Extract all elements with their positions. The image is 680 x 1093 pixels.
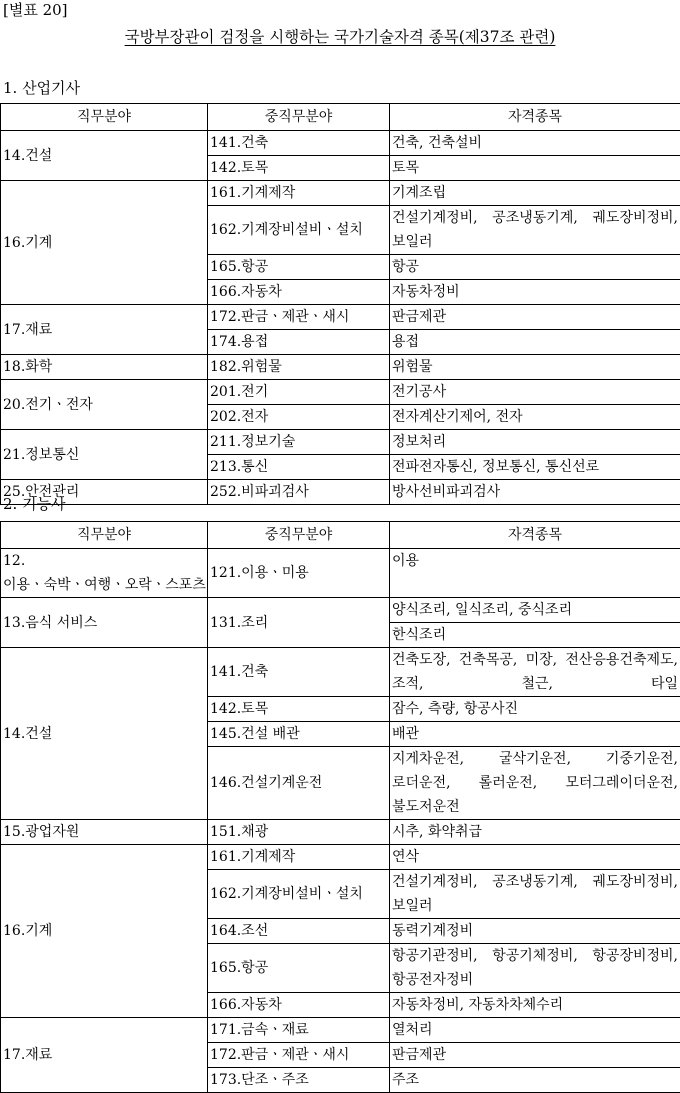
qualification-cell: 시추, 화약취급 (390, 820, 680, 845)
document-title (0, 27, 680, 47)
table-row (1, 355, 680, 380)
qualification-cell: 배관 (390, 722, 680, 747)
qualification-cell: 건설기계정비, 공조냉동기계, 궤도장비정비, 보일러 (390, 870, 680, 919)
sub-job-field-cell: 172.판금ㆍ제관ㆍ새시 (208, 305, 390, 330)
sub-job-field-cell: 213.통신 (208, 455, 390, 480)
sub-job-field-cell: 146.건설기계운전 (208, 747, 390, 820)
sub-job-field-cell: 166.자동차 (208, 280, 390, 305)
qualification-cell: 토목 (390, 156, 680, 181)
table-row (1, 549, 680, 598)
qualification-cell: 위험물 (390, 355, 680, 380)
sub-job-field-cell: 162.기계장비설비ㆍ설치 (208, 206, 390, 255)
sub-job-field-cell: 161.기계제작 (208, 181, 390, 206)
sub-job-field-cell: 162.기계장비설비ㆍ설치 (208, 870, 390, 919)
sub-job-field-cell: 174.용접 (208, 330, 390, 355)
table-row (1, 598, 680, 623)
job-field-cell: 25.안전관리 (1, 480, 208, 505)
header-qualification: 자격종목 (390, 104, 680, 131)
job-field-cell: 21.정보통신 (1, 430, 208, 480)
table-row (1, 820, 680, 845)
sub-job-field-cell: 182.위험물 (208, 355, 390, 380)
table-header-row (1, 522, 680, 549)
table-row (1, 648, 680, 697)
sub-job-field-cell: 141.건축 (208, 131, 390, 156)
table-row (1, 430, 680, 455)
qualification-cell: 양식조리, 일식조리, 중식조리 (390, 598, 680, 623)
section-heading-industrial-engineer: 1. 산업기사 (3, 79, 80, 97)
qualification-cell: 방사선비파괴검사 (390, 480, 680, 505)
header-qualification: 자격종목 (390, 522, 680, 549)
job-field-cell: 17.재료 (1, 305, 208, 355)
craftsman-table (0, 521, 680, 1093)
sub-job-field-cell: 202.전자 (208, 405, 390, 430)
sub-job-field-cell: 121.이용ㆍ미용 (208, 549, 390, 598)
qualification-cell: 자동차정비, 자동차차체수리 (390, 993, 680, 1018)
job-field-cell: 13.음식 서비스 (1, 598, 208, 648)
qualification-cell: 기계조립 (390, 181, 680, 206)
qualification-cell: 자동차정비 (390, 280, 680, 305)
qualification-cell: 건설기계정비, 공조냉동기계, 궤도장비정비, 보일러 (390, 206, 680, 255)
header-sub-job-field: 중직무분야 (208, 104, 390, 131)
qualification-cell: 잠수, 측량, 항공사진 (390, 697, 680, 722)
job-field-cell: 15.광업자원 (1, 820, 208, 845)
table-row (1, 131, 680, 156)
industrial-engineer-table (0, 103, 680, 505)
job-field-cell: 18.화학 (1, 355, 208, 380)
sub-job-field-cell: 211.정보기술 (208, 430, 390, 455)
qualification-cell: 동력기계정비 (390, 919, 680, 944)
sub-job-field-cell: 131.조리 (208, 598, 390, 648)
qualification-cell: 전기공사 (390, 380, 680, 405)
qualification-cell: 전자계산기제어, 전자 (390, 405, 680, 430)
table-row (1, 1018, 680, 1043)
section-heading-craftsman: 2. 기능사 (3, 495, 66, 513)
sub-job-field-cell: 165.항공 (208, 255, 390, 280)
sub-job-field-cell: 201.전기 (208, 380, 390, 405)
sub-job-field-cell: 142.토목 (208, 697, 390, 722)
qualification-cell: 항공기관정비, 항공기체정비, 항공장비정비, 항공전자정비 (390, 944, 680, 993)
sub-job-field-cell: 252.비파괴검사 (208, 480, 390, 505)
qualification-cell: 건축도장, 건축목공, 미장, 전산응용건축제도, 조적, 철근, 타일 (390, 648, 680, 697)
job-field-cell: 20.전기ㆍ전자 (1, 380, 208, 430)
sub-job-field-cell: 173.단조ㆍ주조 (208, 1068, 390, 1093)
job-field-cell: 17.재료 (1, 1018, 208, 1093)
table-row (1, 181, 680, 206)
qualification-cell: 한식조리 (390, 623, 680, 648)
qualification-cell: 연삭 (390, 845, 680, 870)
qualification-cell: 용접 (390, 330, 680, 355)
annex-label: [별표 20] (3, 1, 68, 19)
sub-job-field-cell: 171.금속ㆍ재료 (208, 1018, 390, 1043)
sub-job-field-cell: 165.항공 (208, 944, 390, 993)
sub-job-field-cell: 141.건축 (208, 648, 390, 697)
sub-job-field-cell: 151.채광 (208, 820, 390, 845)
sub-job-field-cell: 166.자동차 (208, 993, 390, 1018)
qualification-cell: 판금제관 (390, 305, 680, 330)
sub-job-field-cell: 145.건설 배관 (208, 722, 390, 747)
job-field-cell: 14.건설 (1, 648, 208, 820)
table-row (1, 845, 680, 870)
job-field-cell: 14.건설 (1, 131, 208, 181)
qualification-cell: 항공 (390, 255, 680, 280)
table-row (1, 380, 680, 405)
table-row (1, 305, 680, 330)
sub-job-field-cell: 161.기계제작 (208, 845, 390, 870)
job-field-cell: 16.기계 (1, 181, 208, 305)
sub-job-field-cell: 142.토목 (208, 156, 390, 181)
sub-job-field-cell: 164.조선 (208, 919, 390, 944)
job-field-cell: 16.기계 (1, 845, 208, 1018)
document-title-text: 국방부장관이 검정을 시행하는 국가기술자격 종목(제37조 관련) (125, 28, 556, 46)
job-field-cell: 12.이용ㆍ숙박ㆍ여행ㆍ오락ㆍ스포츠 (1, 549, 208, 598)
header-sub-job-field: 중직무분야 (208, 522, 390, 549)
qualification-cell: 지게차운전, 굴삭기운전, 기중기운전, 로더운전, 롤러운전, 모터그레이더운전, 불도저운전 (390, 747, 680, 820)
qualification-cell: 판금제관 (390, 1043, 680, 1068)
qualification-cell: 이용 (390, 549, 680, 598)
qualification-cell: 정보처리 (390, 430, 680, 455)
qualification-cell: 주조 (390, 1068, 680, 1093)
qualification-cell: 전파전자통신, 정보통신, 통신선로 (390, 455, 680, 480)
qualification-cell: 건축, 건축설비 (390, 131, 680, 156)
qualification-cell: 열처리 (390, 1018, 680, 1043)
table-row (1, 480, 680, 505)
header-job-field: 직무분야 (1, 104, 208, 131)
sub-job-field-cell: 172.판금ㆍ제관ㆍ새시 (208, 1043, 390, 1068)
header-job-field: 직무분야 (1, 522, 208, 549)
table-header-row (1, 104, 680, 131)
